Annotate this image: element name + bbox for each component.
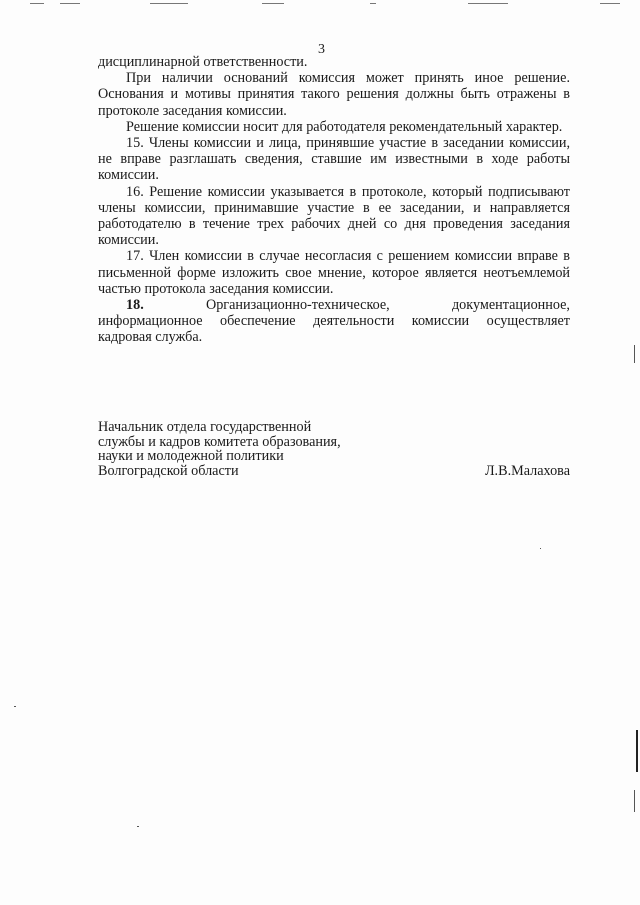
paragraph-18-first-line (98, 297, 570, 313)
page-number: 3 (318, 42, 325, 57)
signature-title-line-2: службы и кадров комитета образования, (98, 433, 341, 450)
document-body (98, 54, 570, 346)
paragraph-16: 16. Решение комиссии указывается в протоколе, который подписывают члены комиссии, принимавшие участие в ее заседании, и направляется работодателю в течение трех рабочих дней со дня проведения заседания комиссии. (98, 183, 570, 249)
paragraph-18-word-2: документационное, (451, 297, 570, 314)
signature-block (98, 420, 570, 478)
paragraph-17: 17. Член комиссии в случае несогласия с решением комиссии вправе в письменной форме изложить свое мнение, которое является неотъемлемой частью протокола заседания комиссии. (98, 248, 570, 297)
signature-name: Л.В.Малахова (484, 462, 570, 479)
signature-title-line-3: науки и молодежной политики (98, 448, 284, 464)
scan-mark (634, 790, 635, 812)
scan-mark (636, 730, 638, 772)
paragraph-recommendation: Решение комиссии носит для работодателя рекомендательный характер. (126, 118, 563, 135)
signature-final-row (98, 464, 570, 479)
paragraph-continuation: дисциплинарной ответственности. (98, 54, 308, 70)
scan-mark (14, 706, 16, 707)
paragraph-15: 15. Члены комиссии и лица, принявшие участие в заседании комиссии, не вправе разглашать сведения, ставшие им известными в ходе работы комиссии. (98, 135, 570, 184)
paragraph-18-number: 18. (126, 297, 144, 314)
paragraph-18-word-1: Организационно-техническое, (205, 297, 390, 314)
scan-edge-artifacts (0, 0, 640, 10)
signature-title-line-1: Начальник отдела государственной (98, 419, 312, 435)
paragraph-alternative-decision: При наличии оснований комиссия может принять иное решение. Основания и мотивы принятия такого решения должны быть отражены в протоколе заседания комиссии. (98, 70, 570, 119)
scan-mark (634, 345, 635, 363)
scan-mark (137, 826, 139, 827)
signature-region: Волгоградской области (98, 462, 239, 479)
scan-mark (540, 548, 541, 549)
paragraph-18-rest: информационное обеспечение деятельности комиссии осуществляет кадровая служба. (98, 313, 570, 346)
